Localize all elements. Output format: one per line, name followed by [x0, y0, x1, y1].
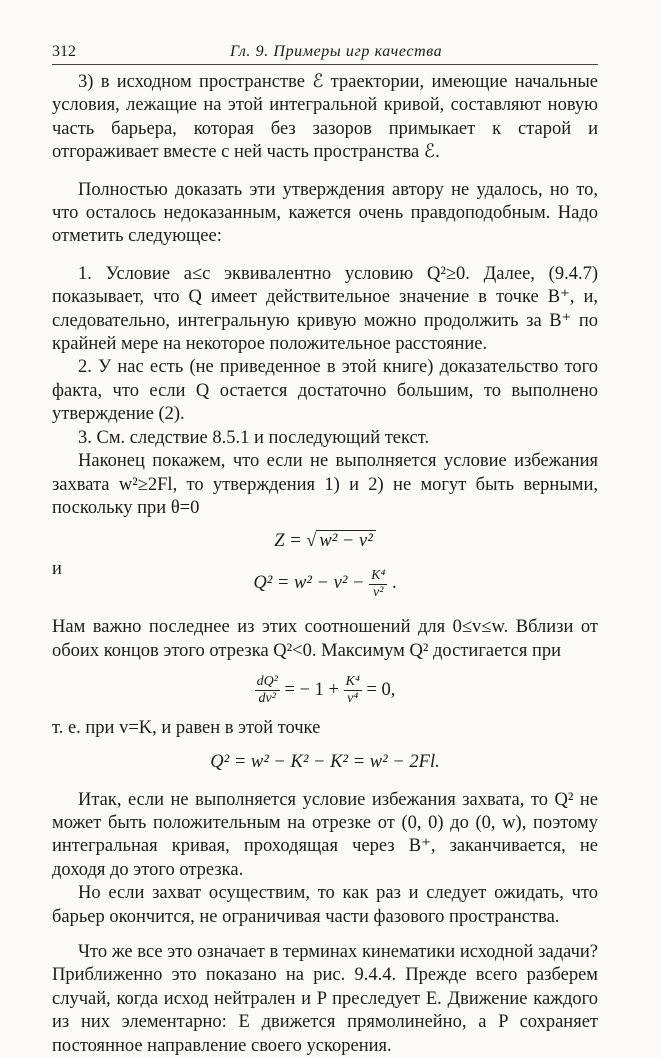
paragraph-capture: Но если захват осуществим, то как раз и следует ожидать, что барьер окончится, не ограничивая части фазового пространства. — [52, 883, 598, 927]
paragraph-statement-3: 3) в исходном пространстве ℰ траектории, имеющие начальные условия, лежащие на этой интегральной кривой, составляют новую часть барьера, которая без зазоров примыкает к старой и отгораживает вместе с ней часть пространства ℰ. — [52, 72, 598, 163]
paragraph-relation: Нам важно последнее из этих соотношений для 0≤v≤w. Вблизи от обоих концов этого отрезка Q²<0. Максимум Q² достигается при — [52, 617, 598, 661]
eq1-lhs: Z = — [274, 531, 302, 552]
eq3-derivative: $\frac{\text{dQ²}}{\text{dv²}}$ — [256, 674, 278, 707]
equation-q2: Q² = w² − v² − $\frac{\text{K⁴}}{\text{v²}}$ . — [253, 567, 397, 600]
paragraph-note-3: 3. См. следствие 8.5.1 и последующий текст. — [78, 427, 430, 448]
paragraph-kinematics: Что же все это означает в терминах кинематики исходной задачи? Приближенно это показано на рис. 9.4.4. Прежде всего разберем случай, когда исход нейтрален и P преследует E. Движение каждого из них элементарно: E движется прямолинейно, а P сохраняет постоянное направление своего ускорения. — [52, 941, 598, 1056]
book-page: 312 Гл. 9. Примеры игр качества 3) в исходном пространстве ℰ траектории, имеющие начальные условия, лежащие на этой интегральной кривой, составляют новую часть барьера, которая без зазоров примыкает к старой и отгораживает вместе с ней часть пространства ℰ. Полностью доказать эти утверждения автору не удалось, но то, что осталось недоказанным, кажется очень правдоподобным. Надо отметить следующее: 1. Условие a≤c эквивалентно условию Q²≥0. Далее, (9.4.7) показывает, что Q имеет действительное значение в точке B⁺, и, следовательно, интегральную кривую можно продолжить за B⁺ по крайней мере на некоторое положительное расстояние. 2. У нас есть (не приведенное в этой книге) доказательство того факта, что если Q остается достаточно большим, то выполнено утверждение (2). 3. См. следствие 8.5.1 и последующий текст. Наконец покажем, что если не выполняется условие избежания захвата w²≥2Fl, то утверждения 1) и 2) не могут быть верными, поскольку при θ=0 Z = √ w² − v² и Q² = w² − v² − $\frac{\text{K⁴}}{\text{v²}}$ . Нам важно последнее из этих соотношений для 0≤v≤w. Вблизи от обоих концов этого отрезка Q²<0. Максимум Q² достигается при $\frac{\text{dQ²}}{\text{dv²}}$ = − 1 + $\frac{\text{K⁴}}{\text{v⁴}}$ = 0, т. е. при v=K, и равен в этой точке Q² = w² − K² − K² = w² − 2Fl. Итак, если не выполняется условие избежания захвата, то Q² не может быть положительным на отрезке от (0, 0) до (0, w), поэтому интегральная кривая, проходящая через B⁺, заканчивается, не доходя до этого отрезка. Но если захват осуществим, то как раз и следует ожидать, что барьер окончится, не ограничивая части фазового пространства. Что же все это означает в терминах кинематики исходной задачи? Приближенно это показано на рис. 9.4.4. Прежде всего разберем случай, когда исход нейтрален и P преследует E. Движение каждого из них элементарно: E движется прямолинейно, а P сохраняет постоянное направление своего ускорения. — [52, 40, 598, 1058]
paragraph-note-2: 2. У нас есть (не приведенное в этой книге) доказательство того факта, что если Q остается достаточно большим, то выполнено утверждение (2). — [52, 357, 598, 425]
eq3-fraction: $\frac{\text{K⁴}}{\text{v⁴}}$ — [345, 674, 360, 707]
paragraph-note-1: 1. Условие a≤c эквивалентно условию Q²≥0. Далее, (9.4.7) показывает, что Q имеет действительное значение в точке B⁺, и, следовательно, интегральную кривую можно продолжить за B⁺ по крайней мере на некоторое положительное расстояние. — [52, 263, 598, 355]
paragraph-conjecture: Полностью доказать эти утверждения автору не удалось, но то, что осталось недоказанным, кажется очень правдоподобным. Надо отметить следующее: — [52, 179, 598, 247]
eq1-radicand: w² − v² — [316, 530, 375, 551]
page-number: 312 — [52, 43, 76, 60]
paragraph-conclusion: Итак, если не выполняется условие избежания захвата, то Q² не может быть положительным на отрезке от (0, 0) до (0, w), поэтому интегральная кривая, проходящая через B⁺, заканчивается, не доходя до этого отрезка. — [52, 789, 598, 880]
paragraph-maximum: т. е. при v=K, и равен в этой точке — [52, 718, 321, 739]
running-title: Гл. 9. Примеры игр качества — [230, 43, 443, 60]
equation-derivative: $\frac{\text{dQ²}}{\text{dv²}}$ = − 1 + $\frac{\text{K⁴}}{\text{v⁴}}$ = 0, — [256, 674, 396, 707]
running-header — [52, 40, 598, 65]
equation-max-value: Q² = w² − K² − K² = w² − 2Fl. — [210, 751, 440, 772]
eq2-fraction: $\frac{\text{K⁴}}{\text{v²}}$ — [371, 567, 386, 600]
eq2-lhs: Q² = w² − v² − — [253, 573, 365, 594]
paragraph-capture-condition: Наконец покажем, что если не выполняется условие избежания захвата w²≥2Fl, то утверждения 1) и 2) не могут быть верными, поскольку при θ=0 — [52, 451, 598, 518]
equation-z: Z = √ w² − v² — [52, 526, 598, 556]
